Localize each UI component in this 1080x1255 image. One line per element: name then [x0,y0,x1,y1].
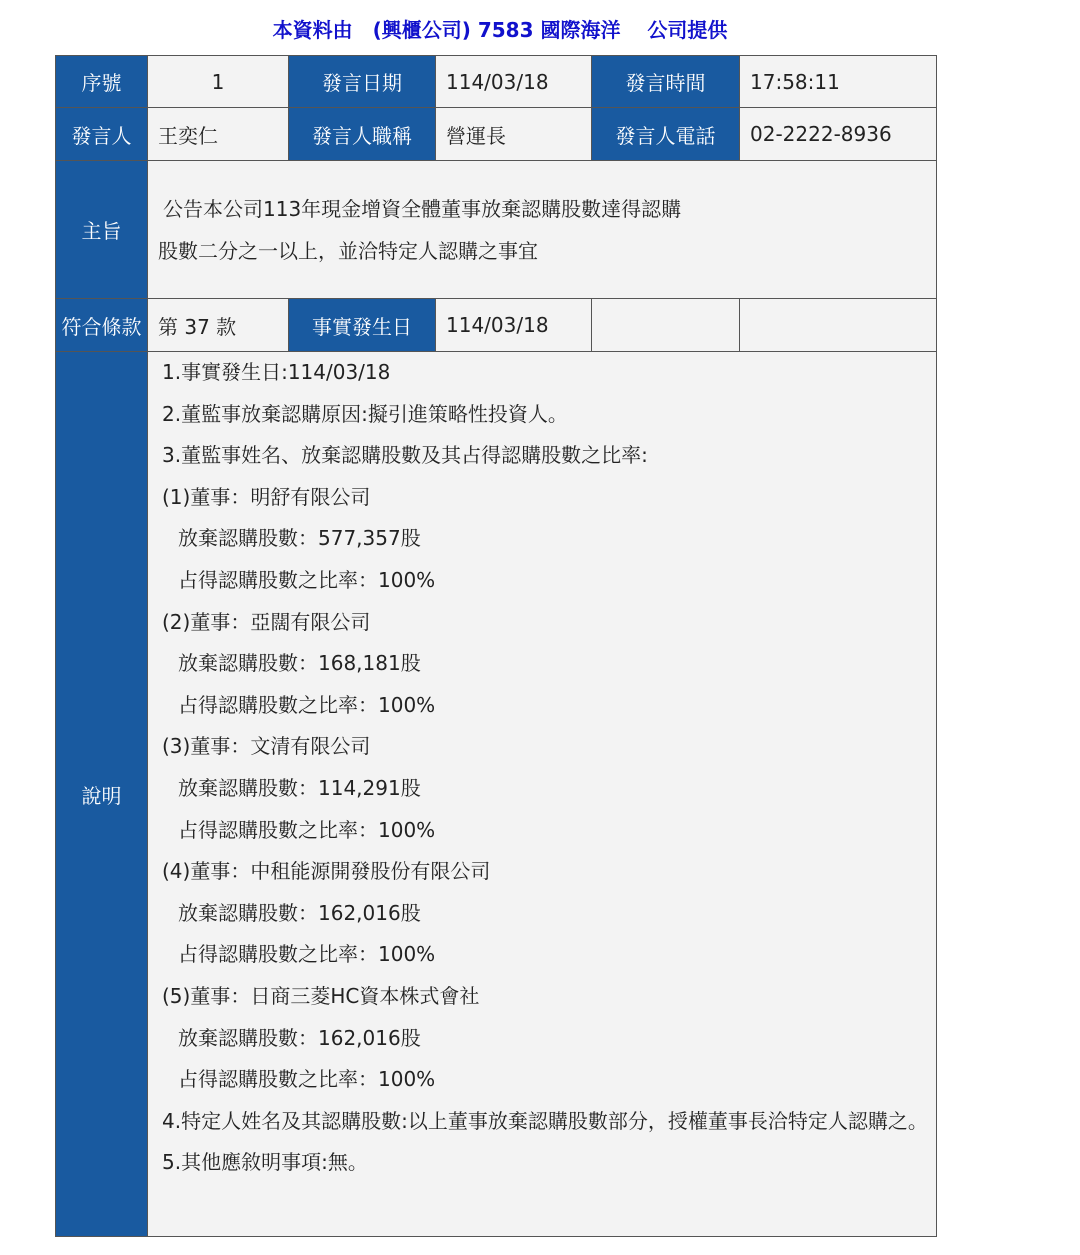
time-label: 發言時間 [592,56,740,108]
description-line: 占得認購股數之比率：100% [178,942,436,967]
date-value: 114/03/18 [436,56,592,108]
speaker-title-label: 發言人職稱 [289,108,436,161]
empty-cell [592,299,740,352]
provider-banner: 本資料由 (興櫃公司) 7583 國際海洋 公司提供 [272,18,728,42]
clause-label: 符合條款 [56,299,148,352]
seq-label: 序號 [56,56,148,108]
description-line: 放棄認購股數：162,016股 [178,1025,421,1050]
description-line: (4)董事：中租能源開發股份有限公司 [162,859,491,884]
speaker-label: 發言人 [56,108,148,161]
description-line: 1.事實發生日:114/03/18 [162,360,391,384]
description-line: 放棄認購股數：577,357股 [178,526,421,551]
seq-value: 1 [148,56,289,108]
description-line: (3)董事：文清有限公司 [162,734,371,759]
fact-date-label: 事實發生日 [289,299,436,352]
description-line: 放棄認購股數：114,291股 [178,775,421,800]
description-line: 3.董監事姓名、放棄認購股數及其占得認購股數之比率: [162,443,648,468]
description-line: 4.特定人姓名及其認購股數:以上董事放棄認購股數部分，授權董事長洽特定人認購之。 [162,1108,928,1133]
phone-value: 02-2222-8936 [740,108,937,161]
description-line: (5)董事：日商三菱HC資本株式會社 [162,983,480,1008]
description-body [148,352,937,1237]
description-line: 放棄認購股數：162,016股 [178,900,421,925]
description-line: 占得認購股數之比率：100% [178,817,436,842]
description-line: 5.其他應敘明事項:無。 [162,1150,368,1175]
description-label: 說明 [56,352,148,1237]
description-line: (1)董事：明舒有限公司 [162,484,371,509]
row-subject [56,161,937,299]
speaker-value: 王奕仁 [148,108,289,161]
speaker-title-value: 營運長 [436,108,592,161]
description-line: 占得認購股數之比率：100% [178,692,436,717]
phone-label: 發言人電話 [592,108,740,161]
row-description [56,352,937,1237]
date-label: 發言日期 [289,56,436,108]
description-line: (2)董事：亞闊有限公司 [162,609,371,634]
subject-line-2: 股數二分之一以上，並洽特定人認購之事宜 [158,238,538,263]
empty-cell [740,299,937,352]
subject-value [148,161,937,299]
description-line: 2.董監事放棄認購原因:擬引進策略性投資人。 [162,401,568,426]
clause-value: 第 37 款 [148,299,289,352]
subject-label: 主旨 [56,161,148,299]
description-line: 占得認購股數之比率：100% [178,567,436,592]
description-line: 放棄認購股數：168,181股 [178,651,421,676]
announcement-table [55,55,937,1237]
row-basic-info [56,56,937,108]
row-speaker-info [56,108,937,161]
description-line: 占得認購股數之比率：100% [178,1067,436,1092]
time-value: 17:58:11 [740,56,937,108]
fact-date-value: 114/03/18 [436,299,592,352]
row-clause [56,299,937,352]
subject-line-1: 公告本公司113年現金增資全體董事放棄認購股數達得認購 [163,196,682,221]
